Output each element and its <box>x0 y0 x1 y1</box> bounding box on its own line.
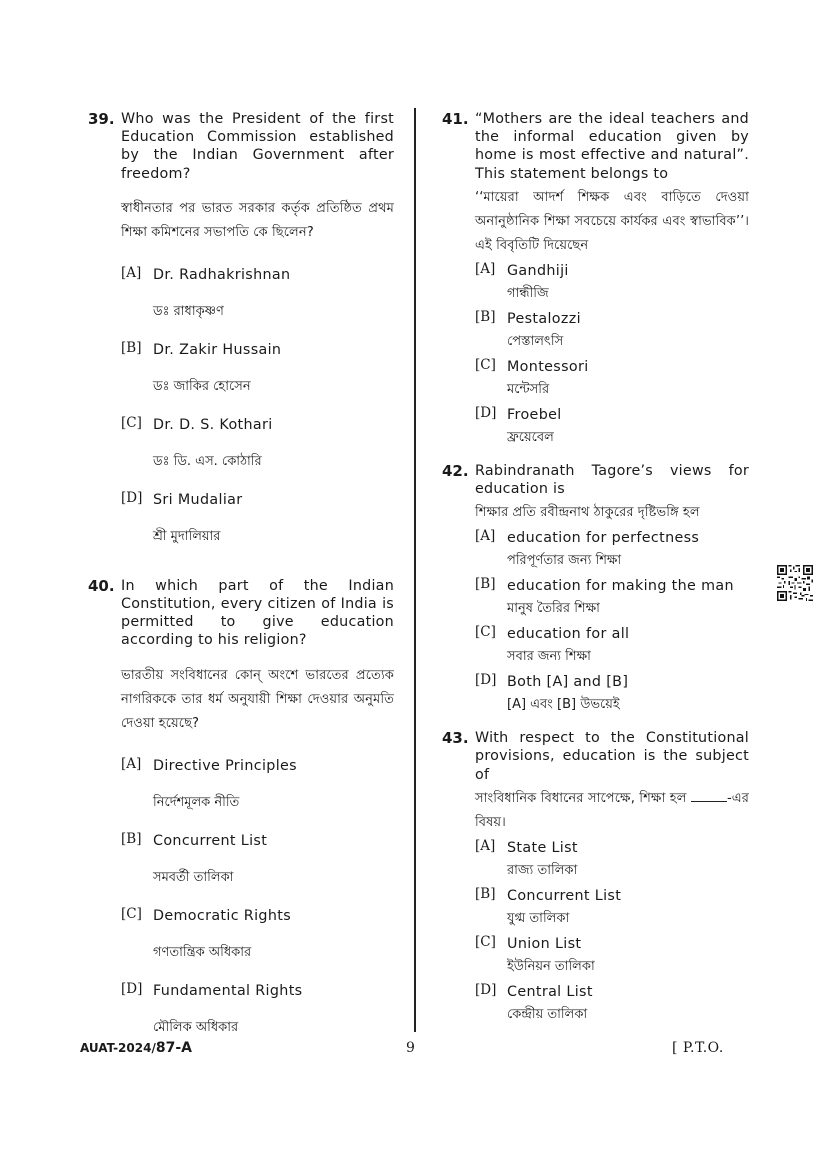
option-letter: [D] <box>121 980 143 997</box>
option-d <box>475 672 749 715</box>
option-text-bn: [A] এবং [B] উভয়েই <box>507 697 620 713</box>
option-letter: [A] <box>121 264 142 281</box>
option-d <box>475 405 749 448</box>
option-text-bn: মানুষ তৈরির শিক্ষা <box>507 601 600 617</box>
pto-label: [ P.T.O. <box>672 1040 724 1056</box>
option-c <box>121 415 394 472</box>
question-text-en: Rabindranath Tagore’s views for education is <box>475 462 749 498</box>
option-text-bn: রাজ্য তালিকা <box>507 862 578 878</box>
question-text-bn: শিক্ষার প্রতি রবীন্দ্রনাথ ঠাকুরের দৃষ্টিভঙ্গি হল <box>475 505 700 521</box>
question-text-en: With respect to the Constitutional provisions, education is the subject of <box>475 730 749 783</box>
option-a <box>121 756 394 813</box>
option-text-en: Dr. Zakir Hussain <box>153 341 282 358</box>
option-c <box>475 624 749 667</box>
paper-code-prefix: AUAT-2024 <box>80 1041 152 1055</box>
option-text-en: Union List <box>507 935 582 952</box>
option-text-en: education for perfectness <box>507 530 700 547</box>
right-column <box>442 110 749 1025</box>
page-number: 9 <box>406 1040 415 1056</box>
option-letter: [C] <box>475 933 496 950</box>
question-39 <box>88 110 394 547</box>
option-text-en: Concurrent List <box>507 887 622 904</box>
option-text-bn: কেন্দ্রীয় তালিকা <box>507 1006 588 1022</box>
question-number: 43. <box>442 729 469 748</box>
option-text-bn: ইউনিয়ন তালিকা <box>507 958 595 974</box>
option-letter: [A] <box>121 755 142 772</box>
question-number: 40. <box>88 576 115 595</box>
option-d <box>121 490 394 547</box>
question-text-bn: স্বাধীনতার পর ভারত সরকার কর্তৃক প্রতিষ্ঠিত প্রথম শিক্ষা কমিশনের সভাপতি কে ছিলেন? <box>121 200 394 240</box>
option-letter: [B] <box>121 830 142 847</box>
left-column <box>88 110 394 1038</box>
option-letter: [A] <box>475 528 496 545</box>
question-40 <box>88 577 394 1038</box>
question-text-bn: ভারতীয় সংবিধানের কোন্‌ অংশে ভারতের প্রত্যেক নাগরিককে তার ধর্ম অনুযায়ী শিক্ষা দেওয়ার অনুমতি দেওয়া হয়েছে? <box>121 667 394 731</box>
question-text-bn: ‘‘মায়েরা আদর্শ শিক্ষক এবং বাড়িতে দেওয়া অনানুষ্ঠানিক শিক্ষা সবচেয়ে কার্যকর এবং স্বাভাবিক’’। এই বিবৃতিটি দিয়েছেন <box>475 189 749 253</box>
option-a <box>475 528 749 571</box>
option-b <box>475 309 749 352</box>
option-text-bn: নির্দেশমূলক নীতি <box>153 794 240 810</box>
option-letter: [D] <box>475 672 497 689</box>
option-text-bn: সমবর্তী তালিকা <box>153 869 234 885</box>
option-letter: [C] <box>121 905 142 922</box>
option-text-bn: শ্রী মুদালিয়ার <box>153 528 221 544</box>
option-text-bn: ডঃ ডি. এস. কোঠারি <box>153 453 262 469</box>
option-c <box>121 906 394 963</box>
option-a <box>475 261 749 304</box>
option-letter: [D] <box>475 981 497 998</box>
option-b <box>121 831 394 888</box>
option-a <box>475 838 749 881</box>
option-d <box>121 981 394 1038</box>
option-b <box>475 886 749 929</box>
option-letter: [A] <box>475 260 496 277</box>
option-text-bn: গণতান্ত্রিক অধিকার <box>153 944 252 960</box>
option-text-en: education for making the man <box>507 578 734 595</box>
option-text-bn: ডঃ রাধাকৃষ্ণণ <box>153 303 224 319</box>
option-text-bn: পরিপূর্ণতার জন্য শিক্ষা <box>507 553 622 569</box>
option-text-en: Pestalozzi <box>507 310 581 327</box>
option-text-en: Sri Mudaliar <box>153 491 243 508</box>
option-a <box>121 265 394 322</box>
paper-code-suffix: 87-A <box>155 1040 192 1056</box>
option-letter: [B] <box>475 576 496 593</box>
option-letter: [D] <box>121 489 143 506</box>
option-text-bn: গান্ধীজি <box>507 285 549 301</box>
option-c <box>475 357 749 400</box>
option-letter: [C] <box>121 414 142 431</box>
question-text-en: In which part of the Indian Constitution, every citizen of India is permitted to give education according to his religion? <box>121 577 394 649</box>
question-41 <box>442 110 749 448</box>
option-text-en: Dr. D. S. Kothari <box>153 416 273 433</box>
question-text-en: “Mothers are the ideal teachers and the informal education given by home is most effective and natural”. This statement belongs to <box>475 111 749 182</box>
option-text-en: Froebel <box>507 406 562 423</box>
option-text-en: Democratic Rights <box>153 907 292 924</box>
question-text-bn-before: সাংবিধানিক বিধানের সাপেক্ষে, শিক্ষা হল <box>475 790 687 806</box>
qr-code-icon <box>777 565 813 601</box>
option-text-bn: সবার জন্য শিক্ষা <box>507 649 591 665</box>
option-text-en: State List <box>507 839 578 856</box>
option-letter: [B] <box>475 308 496 325</box>
question-number: 41. <box>442 110 469 128</box>
option-text-en: Dr. Radhakrishnan <box>153 266 291 283</box>
column-divider <box>414 108 416 1032</box>
option-text-en: Fundamental Rights <box>153 982 303 999</box>
question-text-bn <box>475 787 749 835</box>
answer-blank <box>691 791 727 802</box>
question-number: 42. <box>442 461 469 480</box>
option-text-en: Concurrent List <box>153 832 268 849</box>
option-text-bn: পেস্তালৎসি <box>507 333 564 349</box>
paper-code: AUAT-2024/87-A <box>80 1040 192 1056</box>
option-letter: [A] <box>475 837 496 854</box>
option-text-en: Gandhiji <box>507 262 569 279</box>
question-42 <box>442 462 749 715</box>
option-d <box>475 982 749 1025</box>
option-text-bn: যুগ্ম তালিকা <box>507 910 570 926</box>
option-letter: [C] <box>475 624 496 641</box>
option-b <box>121 340 394 397</box>
option-text-bn: ফ্রয়েবেল <box>507 429 554 445</box>
option-text-en: Both [A] and [B] <box>507 674 629 691</box>
option-text-bn: মন্টেসরি <box>507 381 550 397</box>
option-letter: [B] <box>475 885 496 902</box>
question-text-en: Who was the President of the first Education Commission established by the Indian Government after freedom? <box>121 111 394 182</box>
option-text-en: education for all <box>507 626 630 643</box>
question-number: 39. <box>88 110 115 128</box>
question-43 <box>442 729 749 1025</box>
option-text-bn: মৌলিক অধিকার <box>153 1019 239 1035</box>
option-c <box>475 934 749 977</box>
option-letter: [B] <box>121 339 142 356</box>
option-text-en: Montessori <box>507 358 589 375</box>
option-letter: [D] <box>475 404 497 421</box>
option-text-en: Directive Principles <box>153 757 297 774</box>
option-b <box>475 576 749 619</box>
option-text-en: Central List <box>507 983 593 1000</box>
option-letter: [C] <box>475 356 496 373</box>
question-text-bn-after: -এর বিষয়। <box>475 790 749 830</box>
option-text-bn: ডঃ জাকির হোসেন <box>153 378 251 394</box>
